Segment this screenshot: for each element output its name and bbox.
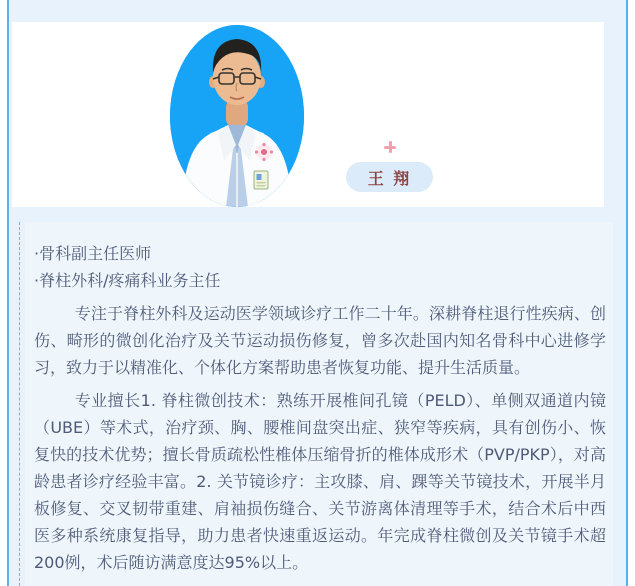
title-line-2: ·脊柱外科/疼痛科业务主任 (34, 271, 221, 290)
bio-paragraph-2: 专业擅长1. 脊柱微创技术：熟练开展椎间孔镜（PELD）、单侧双通道内镜（UBE）等术式，治疗颈、胸、腰椎间盘突出症、狭窄等疾病，具有创伤小、恢复快的技术优势；擅长骨质疏松性椎体压缩骨折的椎体成形术（PVP/PKP），对高龄患者诊疗经验丰富。2. 关节镜诊疗：主攻膝、肩、踝等关节镜技术，开展半月板修复、交叉韧带重建、肩袖损伤缝合、关节游离体清理等手术，结合术后中西医多种系统康复指导，助力患者快速重返运动。年完成脊柱微创及关节镜手术超200例，术后随访满意度达95%以上。 (34, 391, 606, 572)
doctor-photo (170, 25, 304, 207)
right-border-line (626, 0, 628, 586)
left-border-line (7, 0, 9, 586)
doctor-portrait-illustration (170, 25, 304, 207)
dashed-left-rule (19, 222, 20, 586)
photo-card (12, 22, 604, 207)
plus-icon (384, 141, 396, 153)
doctor-name: 王 翔 (367, 168, 412, 188)
doctor-name-badge (346, 162, 433, 192)
bio-paragraph-1: 专注于脊柱外科及运动医学领域诊疗工作二十年。深耕脊柱退行性疾病、创伤、畸形的微创化治疗及关节运动损伤修复，曾多次赴国内知名骨科中心进修学习，致力于以精准化、个体化方案帮助患者恢复功能、提升生活质量。 (34, 304, 606, 377)
title-line-1: ·骨科副主任医师 (34, 244, 152, 263)
id-badge-icon (254, 171, 268, 189)
bio-card (25, 222, 613, 586)
